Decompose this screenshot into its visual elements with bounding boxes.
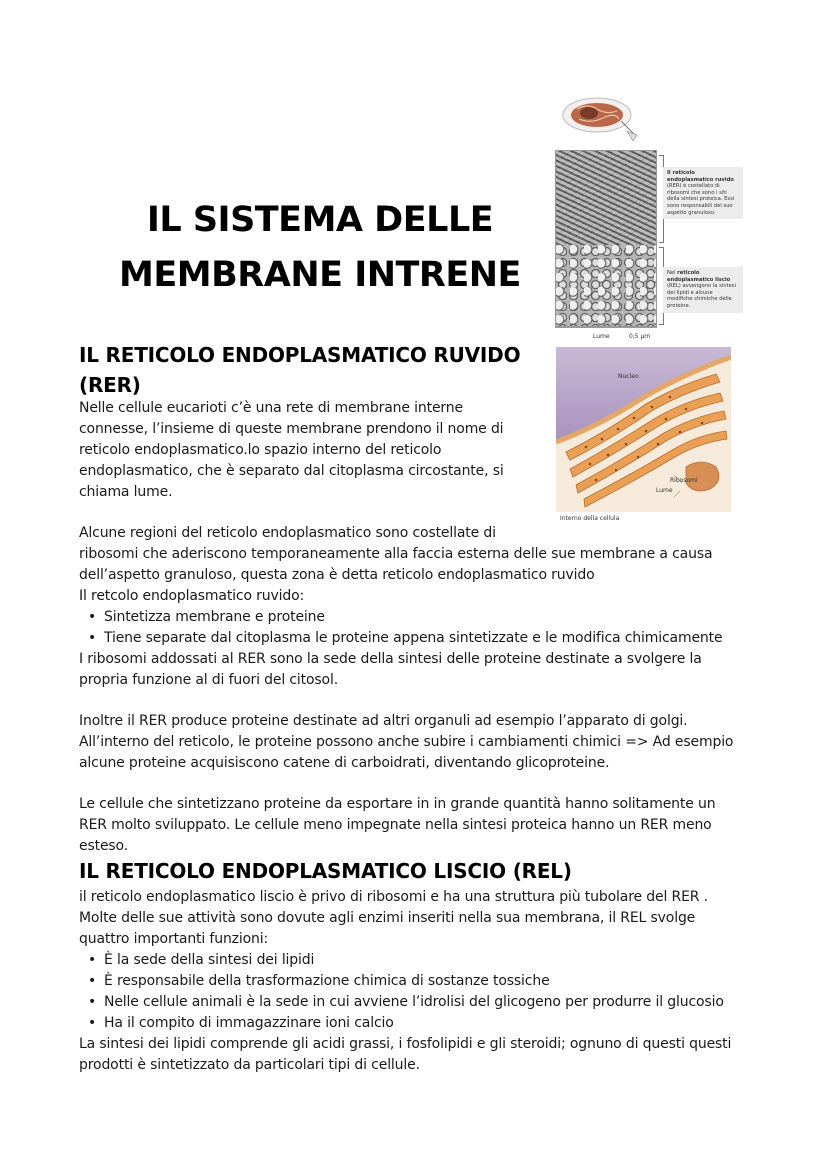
rer-heading-line-1: IL RETICOLO ENDOPLASMATICO RUVIDO <box>79 343 521 367</box>
rer-paragraph-4 <box>79 711 733 774</box>
rer-drawing <box>556 347 731 527</box>
rel-paragraph-2 <box>79 1034 731 1076</box>
list-item: • È responsabile della trasformazione chimica di sostanze tossiche <box>88 971 724 992</box>
text-line: Alcune regioni del reticolo endoplasmatico sono costellate di <box>79 525 496 541</box>
micrograph-lume-label: Lume <box>593 333 610 340</box>
text-line: I ribosomi addossati al RER sono la sede della sintesi delle proteine destinate a svolgere la <box>79 651 702 667</box>
text-line: Nelle cellule eucarioti c’è una rete di membrane interne <box>79 400 463 416</box>
text-line: propria funzione al di fuori del citosol. <box>79 672 339 688</box>
text-line: La sintesi dei lipidi comprende gli acidi grassi, i fosfolipidi e gli steroidi; ognuno di questi questi <box>79 1036 732 1052</box>
rer-paragraph-1 <box>79 398 504 503</box>
text-line: chiama lume. <box>79 484 173 500</box>
text-line: endoplasmatico, che è separato dal citoplasma circostante, si <box>79 463 504 479</box>
list-item: • Tiene separate dal citoplasma le proteine appena sintetizzate e le modifica chimicamente <box>88 628 722 649</box>
text-line: Molte delle sue attività sono dovute agli enzimi inseriti nella sua membrana, il REL svolge <box>79 910 696 926</box>
rer-note <box>663 167 743 219</box>
cell-thumbnail-image <box>559 95 639 141</box>
micrograph-figure <box>553 95 743 345</box>
rer-note-text: (RER) è costellato di ribosomi che sono i siti della sintesi proteica. Essi sono responsabili del suo aspetto granuloso. <box>667 183 735 216</box>
title-line-2: MEMBRANE INTRENE <box>119 255 521 295</box>
lume-label: Lume <box>656 487 673 494</box>
text-line: connesse, l’insieme di queste membrane prendono il nome di <box>79 421 504 437</box>
micrograph-scale-label: 0,5 µm <box>629 333 651 340</box>
text-line: alcune proteine acquisiscono catene di carboidrati, diventando glicoproteine. <box>79 755 610 771</box>
rel-paragraph-1 <box>79 887 708 950</box>
list-item: • È la sede della sintesi dei lipidi <box>88 950 724 971</box>
text-line: ribosomi che aderiscono temporaneamente alla faccia esterna delle sue membrane a causa <box>79 546 713 562</box>
rer-illustration <box>556 347 731 527</box>
rel-bullet-list <box>88 950 724 1034</box>
list-item: • Nelle cellule animali è la sede in cui avviene l’idrolisi del glicogeno per produrre il glucosio <box>88 992 724 1013</box>
text-line: Le cellule che sintetizzano proteine da esportare in in grande quantità hanno solitamente un <box>79 796 716 812</box>
rel-micrograph-image <box>555 245 657 327</box>
text-line: Il retcolo endoplasmatico ruvido: <box>79 588 305 604</box>
nucleo-label: Nucleo <box>618 373 639 380</box>
text-line: Inoltre il RER produce proteine destinate ad altri organuli ad esempio l’apparato di golgi. <box>79 713 688 729</box>
text-line: reticolo endoplasmatico.lo spazio interno del reticolo <box>79 442 442 458</box>
rel-heading: IL RETICOLO ENDOPLASMATICO LISCIO (REL) <box>79 859 572 883</box>
rer-heading <box>79 340 520 400</box>
text-line: All’interno del reticolo, le proteine possono anche subire i cambiamenti chimici => Ad esempio <box>79 734 734 750</box>
text-line: prodotti è sintetizzato da particolari tipi di cellule. <box>79 1057 420 1073</box>
list-item: • Ha il compito di immagazzinare ioni calcio <box>88 1013 724 1034</box>
rel-note-bold: reticolo endoplasmatico liscio <box>667 270 731 283</box>
page-title <box>70 193 570 303</box>
rel-note-prefix: Nel <box>667 270 678 276</box>
rer-paragraph-5 <box>79 794 715 857</box>
rel-note <box>663 267 743 313</box>
title-line-1: IL SISTEMA DELLE <box>146 200 494 240</box>
rel-note-text: (REL) avvengono la sintesi dei lipidi e alcune modifiche chimiche delle proteine. <box>667 283 736 309</box>
interno-cellula-label: Interno della cellula <box>560 515 620 522</box>
rer-paragraph-3 <box>79 649 702 691</box>
rer-heading-line-2: (RER) <box>79 373 141 397</box>
rer-bullet-list <box>88 607 722 649</box>
ribosomi-label: Ribosomi <box>670 477 698 484</box>
text-line: esteso. <box>79 838 129 854</box>
list-item: • Sintetizza membrane e proteine <box>88 607 722 628</box>
text-line: il reticolo endoplasmatico liscio è privo di ribosomi e ha una struttura più tubolare del RER . <box>79 889 708 905</box>
text-line: RER molto sviluppato. Le cellule meno impegnate nella sintesi proteica hanno un RER meno <box>79 817 712 833</box>
text-line: dell’aspetto granuloso, questa zona è detta reticolo endoplasmatico ruvido <box>79 567 595 583</box>
rer-note-bold: Il reticolo endoplasmatico ruvido <box>667 170 734 183</box>
rer-paragraph-2 <box>79 523 712 607</box>
text-line: quattro importanti funzioni: <box>79 931 269 947</box>
